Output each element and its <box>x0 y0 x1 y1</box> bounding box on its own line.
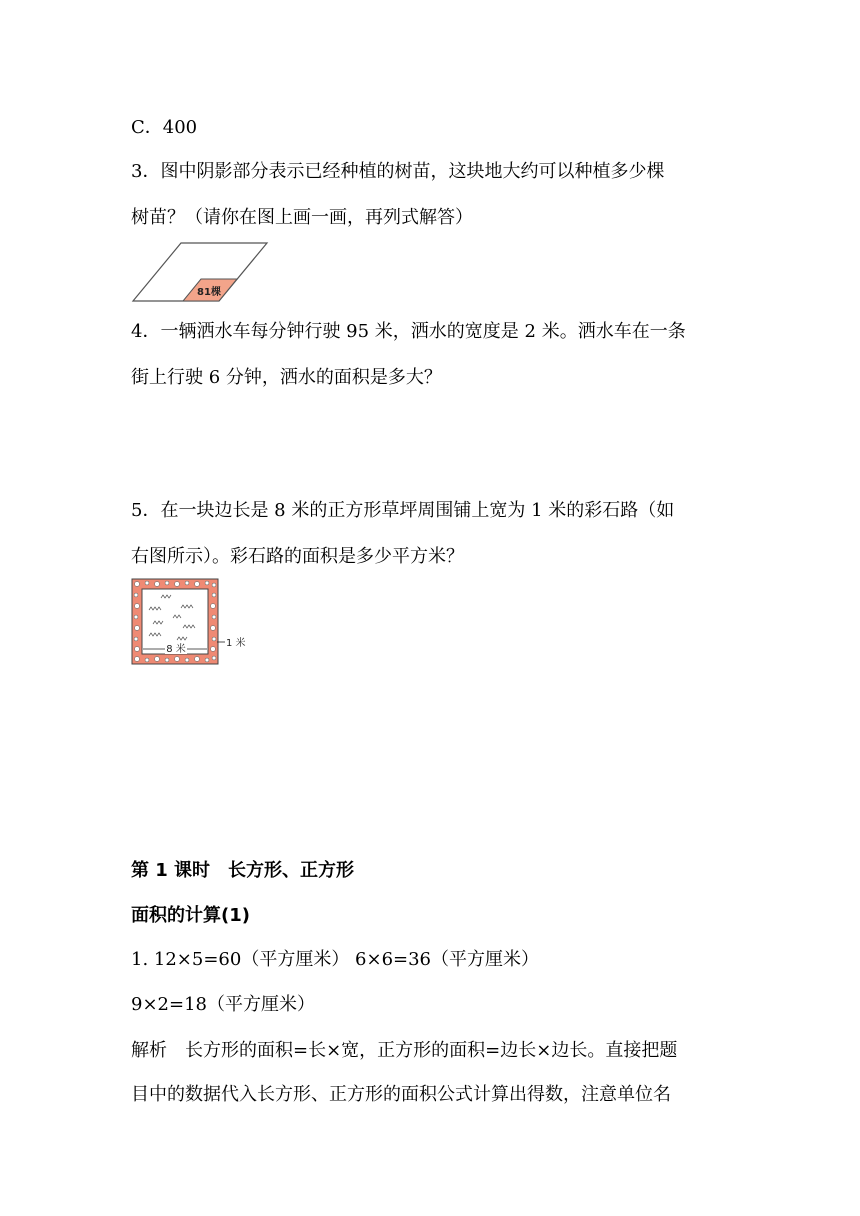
question-3-line-2: 树苗？（请你在图上画一画，再列式解答） <box>131 207 473 228</box>
parallelogram-figure <box>131 240 271 304</box>
planted-count-label: 81棵 <box>197 287 221 298</box>
answer-heading-1: 第 1 课时 长方形、正方形 <box>131 860 355 881</box>
analysis-line-1: 解析 长方形的面积=长×宽，正方形的面积=边长×边长。直接把题 <box>131 1040 678 1061</box>
question-5-line-2: 右图所示）。彩石路的面积是多少平方米？ <box>131 546 464 567</box>
question-3-line-1: 3．图中阴影部分表示已经种植的树苗，这块地大约可以种植多少棵 <box>131 161 665 182</box>
question-4-line-2: 街上行驶 6 分钟，洒水的面积是多大？ <box>131 367 442 388</box>
question-5-line-1: 5．在一块边长是 8 米的正方形草坪周围铺上宽为 1 米的彩石路（如 <box>131 500 675 521</box>
side-length-label: 8 米 <box>166 644 186 655</box>
square-lawn-figure <box>131 578 251 666</box>
answer-1-line-1: 1. 12×5=60（平方厘米） 6×6=36（平方厘米） <box>131 949 540 970</box>
answer-1-line-2: 9×2=18（平方厘米） <box>131 994 315 1015</box>
question-4-line-1: 4．一辆洒水车每分钟行驶 95 米，洒水的宽度是 2 米。洒水车在一条 <box>131 321 686 342</box>
path-width-label: 1 米 <box>226 638 246 649</box>
option-c: C．400 <box>131 117 198 138</box>
answer-heading-2: 面积的计算(1) <box>131 905 250 926</box>
analysis-line-2: 目中的数据代入长方形、正方形的面积公式计算出得数，注意单位名 <box>131 1084 671 1105</box>
